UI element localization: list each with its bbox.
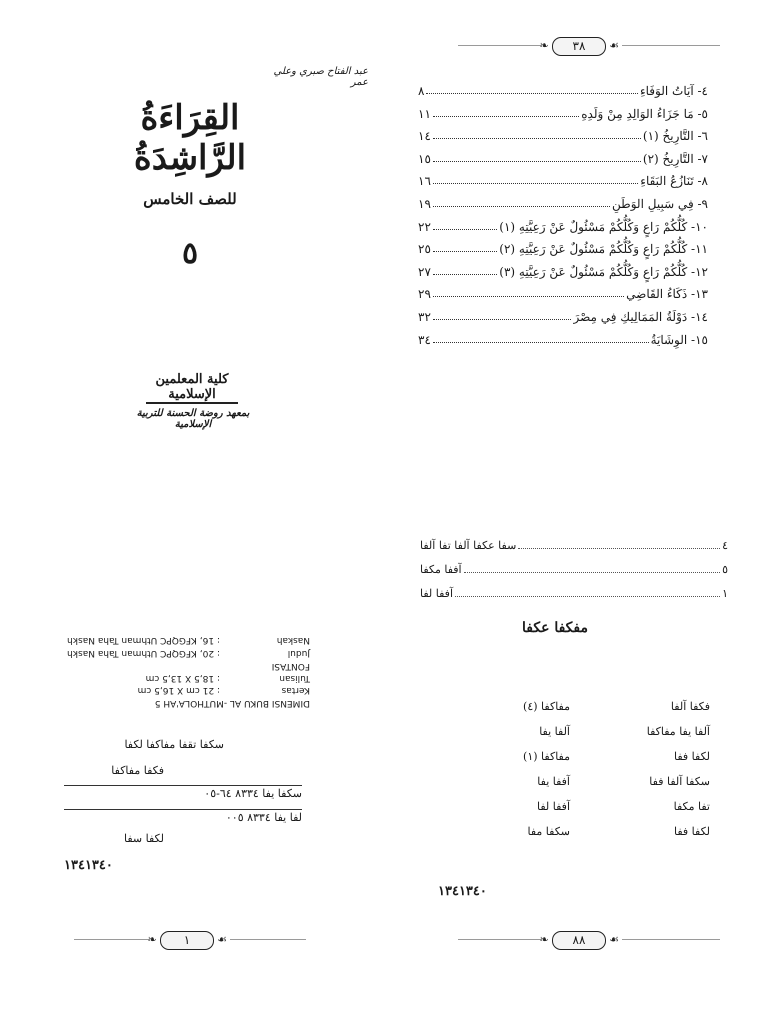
grade-number: ٥ xyxy=(181,236,199,271)
toc-title: ١٠- كُلُّكُمْ رَاعٍ وَكُلُّكُمْ مَسْئُولٌ عَنْ رَعِيَّتِهِ (١) xyxy=(499,219,708,234)
toc-leader-dots xyxy=(433,138,641,139)
section-heading: ﻣﻔﻜﻔﺎ ﻋﻜﻔﺎ xyxy=(522,620,588,636)
toc-title: ١٣- ذَكَاءُ القَاضِي xyxy=(626,287,708,302)
ornament-line xyxy=(230,939,306,940)
flourish-icon: ☙ xyxy=(217,933,227,946)
toc-title: ٦- التَّارِيخُ (١) xyxy=(642,129,708,144)
toc-row xyxy=(418,306,708,324)
small-toc-title: ﺁﻓﻔﺎ ﻟﻔﺎ xyxy=(420,587,453,600)
toc-page-number: ٢٩ xyxy=(418,287,431,302)
spec-tulisan-label: Tulisan xyxy=(279,673,310,683)
glyph-cell: ﺁﻓﻔﺎ ﻟﻔﺎ xyxy=(537,800,570,813)
ornament-line xyxy=(74,939,148,940)
toc-row xyxy=(418,261,708,279)
flourish-icon: ❧ xyxy=(147,933,157,946)
toc-row xyxy=(418,216,708,234)
toc-leader-dots xyxy=(455,596,720,597)
spec-kertas-value: : 21 cm X 16,5 cm xyxy=(137,685,220,695)
toc-page-number: ٣٢ xyxy=(418,310,431,324)
flourish-icon: ❧ xyxy=(539,933,549,946)
glyph-line: ﻟﻜﻔﺎ ﺳﻔﺎ xyxy=(124,832,164,845)
toc-row xyxy=(418,193,708,211)
institute-name: بمعهد روضة الحسنة للتربية الإسلامية xyxy=(136,408,250,430)
spec-fontasi-label: FONTASI xyxy=(271,661,310,671)
glyph-cell: ﺳﻜﻔﺎ ﻣﻔﺎ xyxy=(527,825,570,838)
toc-row xyxy=(418,170,708,188)
small-toc-page: ٤ xyxy=(722,539,728,552)
flourish-icon: ☙ xyxy=(609,39,619,52)
toc-page-number: ٨ xyxy=(418,84,425,98)
glyph-cell: ﺗﻔﺎ ﻣﻜﻔﺎ xyxy=(673,800,710,813)
toc-leader-dots xyxy=(433,161,641,162)
glyph-cell: ﺁﻟﻔﺎ ﻳﻔﺎ ﻣﻔﺎﻛﻔﺎ xyxy=(646,725,710,738)
footer-code: ١٣٤١٣٤٠ xyxy=(438,884,487,899)
toc-leader-dots xyxy=(464,572,720,573)
spec-judul-value: : 20, KFGQPC Uthman Taha Naskh xyxy=(67,648,220,658)
glyph-code: ١٣٤١٣٤٠ xyxy=(64,858,113,873)
glyph-line: ﻓﻜﻔﺎ ﻣﻔﺎﻛﻔﺎ xyxy=(111,764,164,777)
flourish-icon: ☙ xyxy=(609,933,619,946)
toc-title: ١٤- دَوْلَةُ المَمَالِيكِ فِي مِصْرَ xyxy=(573,310,708,324)
small-toc-page: ١ xyxy=(722,587,728,600)
toc-page-number: ١١ xyxy=(418,106,431,121)
glyph-cell: ﺳﻜﻔﺎ ﺁﻟﻔﺎ ﻓﻔﺎ xyxy=(649,775,710,788)
toc-leader-dots xyxy=(433,319,572,320)
toc-row xyxy=(418,80,708,98)
small-toc-page: ٥ xyxy=(722,563,728,576)
glyph-cell: ﺁﻟﻔﺎ ﻳﻔﺎ xyxy=(539,725,570,738)
toc-leader-dots xyxy=(433,229,497,230)
toc-leader-dots xyxy=(433,116,579,117)
toc-page-number: ١٩ xyxy=(418,197,431,211)
toc-leader-dots xyxy=(426,93,638,94)
book-title: القِرَاءَةُ الرَّاشِدَةُ xyxy=(133,98,247,178)
spec-naskah-value: : 16, KFGQPC Uthman Taha Naskh xyxy=(67,635,220,645)
author-line: عبد الفتاح صبري وعلي عمر xyxy=(273,66,368,88)
toc-leader-dots xyxy=(433,251,497,252)
page-number-badge: ٣٨ xyxy=(552,37,606,56)
glyph-cell: ﻟﻜﻔﺎ ﻓﻔﺎ xyxy=(673,750,710,763)
toc-page-number: ٢٥ xyxy=(418,242,431,257)
toc-title: ٤- آيَاتُ الوَفَاءِ xyxy=(640,84,708,98)
toc-row xyxy=(418,329,708,347)
toc-row xyxy=(418,148,708,166)
page-number-ornament-top-right xyxy=(458,36,720,56)
toc-leader-dots xyxy=(518,548,720,549)
small-toc-row xyxy=(420,562,728,576)
page-number-badge: ١ xyxy=(160,931,214,950)
small-toc-row xyxy=(420,538,728,552)
toc-title: ١٥- الوِشَايَةُ xyxy=(650,332,708,347)
glyph-line: ﺳﻜﻔﺎ ﻳﻔﺎ ٨٣٣٤ ٦٤-٠٥ xyxy=(64,785,302,800)
ornament-line xyxy=(622,45,720,46)
ornament-line xyxy=(458,939,540,940)
book-subtitle: للصف الخامس xyxy=(143,190,237,208)
glyph-cell: ﻓﻜﻔﺎ ﺁﻟﻔﺎ xyxy=(670,700,710,713)
toc-title: ٥- مَا جَزَاءُ الوَالِدِ مِنْ وَلَدِهِ xyxy=(581,106,708,121)
toc-row xyxy=(418,238,708,256)
toc-leader-dots xyxy=(433,296,624,297)
flourish-icon: ❧ xyxy=(539,39,549,52)
toc-leader-dots xyxy=(433,206,610,207)
toc-title: ١١- كُلُّكُمْ رَاعٍ وَكُلُّكُمْ مَسْئُولٌ عَنْ رَعِيَّتِهِ (٢) xyxy=(499,242,708,257)
page-number-ornament-bottom-right xyxy=(458,930,720,950)
small-toc-title: ﺳﻔﺎ ﻋﻜﻔﺎ ﺁﻟﻔﺎ ﺗﻔﺎ ﺁﻟﻔﺎ xyxy=(420,539,517,552)
publisher-logo: كلية المعلمين الإسلامية xyxy=(146,372,238,404)
glyph-line: ﻟﻔﺎ ﻳﻔﺎ ٨٣٣٤ ٠٠٥ xyxy=(64,809,302,824)
ornament-line xyxy=(458,45,540,46)
toc-page-number: ٢٧ xyxy=(418,264,431,279)
page-number-ornament-bottom-left xyxy=(74,930,306,950)
toc-leader-dots xyxy=(433,342,649,343)
spec-naskah-label: Naskah xyxy=(276,635,310,645)
spec-heading: DIMENSI BUKU AL -MUTHOLA'AH 5 xyxy=(154,698,310,708)
small-toc-title: ﺁﻓﻔﺎ ﻣﻜﻔﺎ xyxy=(420,563,462,576)
glyph-cell: ﻣﻔﺎﻛﻔﺎ (٤) xyxy=(523,700,570,713)
toc-title: ٨- تَنَازُعُ البَقَاءِ xyxy=(640,174,708,189)
toc-page-number: ٢٢ xyxy=(418,219,431,234)
spec-tulisan-value: : 18,5 X 13,5 cm xyxy=(145,673,220,683)
spec-kertas-label: Kertas xyxy=(281,685,310,695)
glyph-cell: ﺁﻓﻔﺎ ﻳﻔﺎ xyxy=(537,775,570,788)
toc-page-number: ١٥ xyxy=(418,151,431,166)
glyph-cell: ﻣﻔﺎﻛﻔﺎ (١) xyxy=(523,750,570,763)
toc-page-number: ١٤ xyxy=(418,129,431,144)
toc-title: ٩- فِي سَبِيلِ الوَطَنِ xyxy=(612,197,708,211)
glyph-line: ﺳﻜﻔﺎ ﺗﻘﻔﺎ ﻣﻔﺎﻛﻔﺎ ﻟﻜﻔﺎ xyxy=(124,738,224,751)
toc-page-number: ١٦ xyxy=(418,174,431,189)
toc-leader-dots xyxy=(433,274,497,275)
spec-judul-label: Judul xyxy=(287,648,310,658)
book-spec-block xyxy=(67,630,310,708)
toc-row xyxy=(418,283,708,301)
glyph-cell: ﻟﻜﻔﺎ ﻓﻔﺎ xyxy=(673,825,710,838)
toc-page-number: ٣٤ xyxy=(418,332,431,347)
toc-leader-dots xyxy=(433,183,638,184)
toc-row xyxy=(418,103,708,121)
toc-row xyxy=(418,125,708,143)
ornament-line xyxy=(622,939,720,940)
small-toc-row xyxy=(420,586,728,600)
toc-title: ٧- التَّارِيخُ (٢) xyxy=(642,151,708,166)
page-number-badge: ٨٨ xyxy=(552,931,606,950)
toc-title: ١٢- كُلُّكُمْ رَاعٍ وَكُلُّكُمْ مَسْئُولٌ عَنْ رَعِيَّتِهِ (٣) xyxy=(499,264,708,279)
